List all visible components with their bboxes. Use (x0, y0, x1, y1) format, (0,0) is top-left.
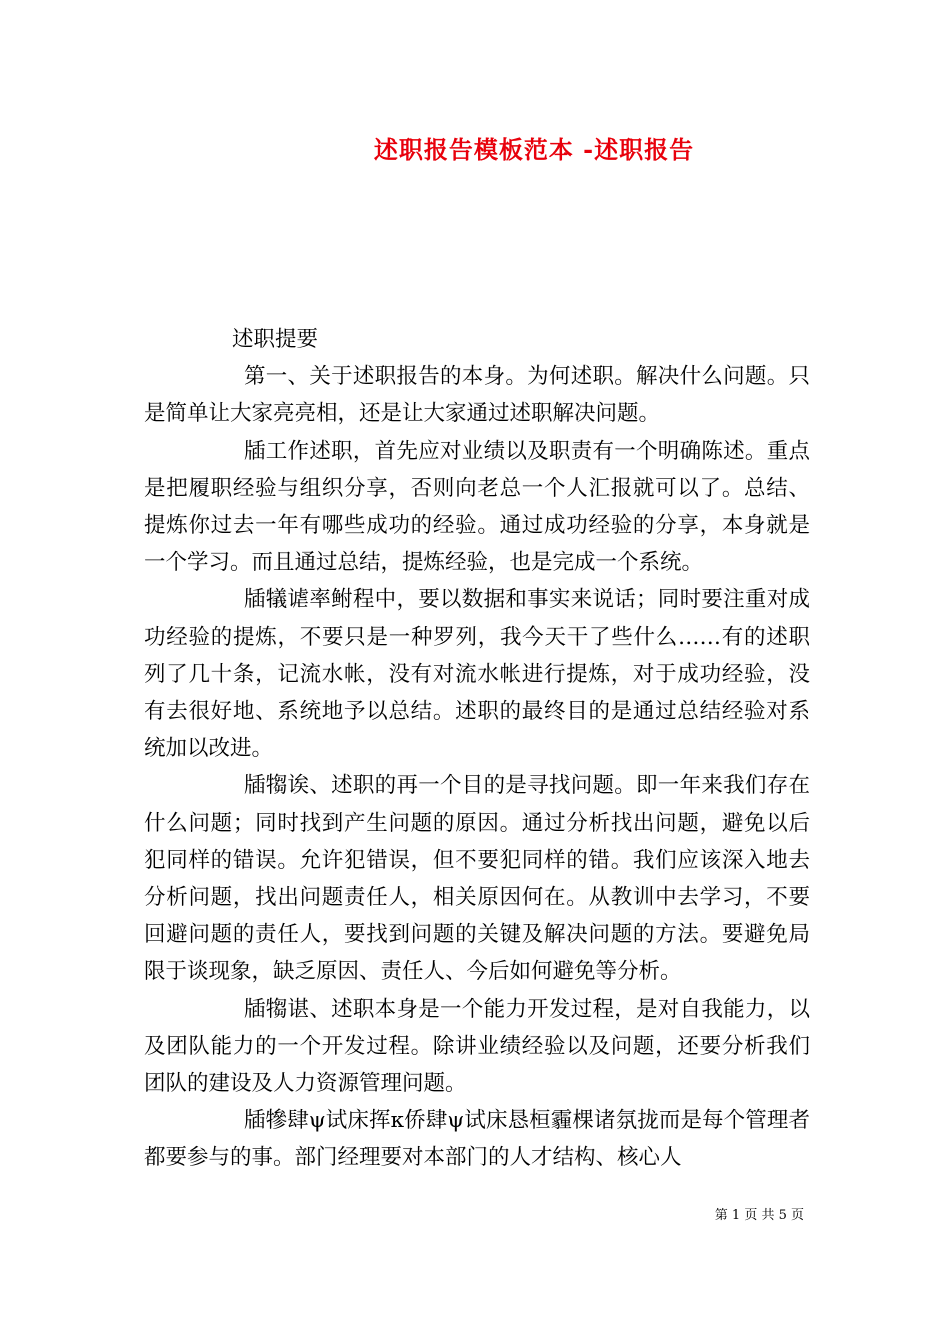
paragraph: 牐工作述职，首先应对业绩以及职责有一个明确陈述。重点是把履职经验与组织分享，否则向老总一个人汇报就可以了。总结、提炼你过去一年有哪些成功的经验。通过成功经验的分享，本身就是一个学习。而且通过总结，提炼经验，也是完成一个系统。 (144, 438, 810, 576)
section-heading: 述职提要 (232, 327, 319, 352)
paragraph: 牐犓谌、述职本身是一个能力开发过程，是对自我能力，以及团队能力的一个开发过程。除讲业绩经验以及问题，还要分析我们团队的建设及人力资源管理问题。 (144, 996, 810, 1097)
page-number-footer: 第 1 页 共 5 页 (714, 1208, 804, 1223)
paragraph: 牐犓诶、述职的再一个目的是寻找问题。即一年来我们存在什么问题；同时找到产生问题的原因。通过分析找出问题，避免以后犯同样的错误。允许犯错误，但不要犯同样的错。我们应该深入地去分析问题，找出问题责任人，相关原因何在。从教训中去学习，不要回避问题的责任人，要找到问题的关键及解决问题的方法。要避免局限于谈现象，缺乏原因、责任人、今后如何避免等分析。 (144, 773, 810, 985)
paragraph: 牐犙肆ψ试床挥κ侨肆ψ试床恳桓霾棵诸氛拢而是每个管理者都要参与的事。部门经理要对本部门的人才结构、核心人 (144, 1108, 810, 1171)
document-body (144, 321, 810, 1177)
paragraph: 第一、关于述职报告的本身。为何述职。解决什么问题。只是简单让大家亮亮相，还是让大家通过述职解决问题。 (144, 364, 810, 427)
paragraph: 牐犠谑率鲋程中，要以数据和事实来说话；同时要注重对成功经验的提炼，不要只是一种罗列，我今天干了些什么……有的述职列了几十条，记流水帐，没有对流水帐进行提炼，对于成功经验，没有去很好地、系统地予以总结。述职的最终目的是通过总结经验对系统加以改进。 (144, 587, 810, 762)
document-title: 述职报告模板范本 -述职报告 (373, 135, 695, 164)
